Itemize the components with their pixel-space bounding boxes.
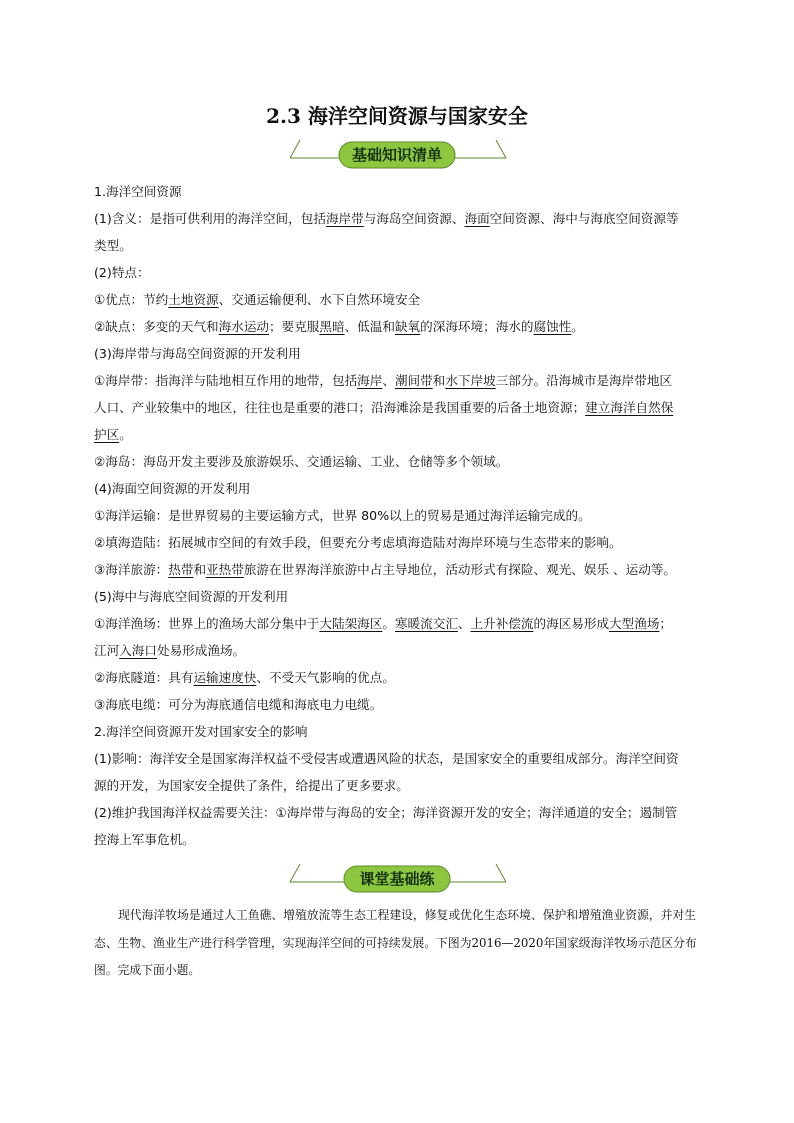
text: 的深海环境；海水的 (420, 319, 534, 334)
text: ；要克服 (269, 319, 320, 334)
text: 和 (193, 562, 207, 577)
sub-heading (94, 259, 720, 286)
key-term: 寒暖流交汇 (394, 616, 458, 631)
key-term: 潮间带 (394, 373, 433, 388)
text: 。 (382, 616, 395, 631)
text: ①优点：节约 (94, 292, 169, 307)
paragraph (94, 637, 720, 664)
paragraph (94, 799, 720, 826)
paragraph (94, 556, 720, 583)
key-term: 建立海洋自然保 (585, 400, 674, 415)
text: (1)含义：是指可供利用的海洋空间，包括 (94, 211, 326, 226)
knowledge-banner-label: 基础知识清单 (351, 146, 442, 164)
text: (2)维护我国海洋权益需要关注：①海岸带与海岛的安全；海洋资源开发的安全；海洋通道的安全；遏制管 (94, 805, 678, 820)
text: 控海上军事危机。 (94, 832, 195, 847)
text: 旅游在世界海洋旅游中占主导地位，活动形式有探险、观光、娱乐 、运动等。 (243, 562, 677, 577)
paragraph (94, 664, 720, 691)
text: 空间资源、海中与海底空间资源等 (489, 211, 679, 226)
text: ③海底电缆：可分为海底通信电缆和海底电力电缆。 (94, 697, 383, 712)
text: 、 (457, 616, 471, 631)
text: 江河 (94, 643, 120, 658)
sub-heading (94, 475, 720, 502)
paragraph (94, 745, 720, 772)
paragraph (94, 691, 720, 718)
text: ①海洋渔场：世界上的渔场大部分集中于 (94, 616, 320, 631)
text: 处易形成渔场。 (156, 643, 246, 658)
text: (3)海岸带与海岛空间资源的开发利用 (94, 346, 301, 361)
key-term: 亚热带 (206, 562, 244, 577)
text: 、 (382, 373, 395, 388)
text: (5)海中与海底空间资源的开发利用 (94, 589, 289, 604)
key-term: 黑暗 (319, 319, 345, 334)
text: (2)特点： (94, 265, 150, 280)
paragraph (94, 367, 720, 394)
text: ②填海造陆：拓展城市空间的有效手段，但要充分考虑填海造陆对海岸环境与生态带来的影响。 (94, 535, 622, 550)
text: 与海岛空间资源、 (363, 211, 465, 226)
text: (4)海面空间资源的开发利用 (94, 481, 251, 496)
paragraph (94, 448, 720, 475)
key-term: 海岸带 (325, 211, 364, 226)
key-term: 缺氧 (394, 319, 421, 334)
sub-heading (94, 583, 720, 610)
key-term: 海岸 (357, 373, 383, 388)
text: 源的开发，为国家安全提供了条件，给提出了更多要求。 (94, 778, 409, 793)
key-term: 腐蚀性 (533, 319, 572, 334)
key-term: 护区 (94, 427, 120, 442)
key-term: 运输速度快 (193, 670, 257, 685)
text: ②缺点：多变的天气和 (94, 319, 219, 334)
exercise-passage (94, 902, 712, 985)
text: ； (659, 616, 673, 631)
text: 和 (432, 373, 446, 388)
text: 2.海洋空间资源开发对国家安全的影响 (94, 724, 308, 739)
paragraph (94, 502, 720, 529)
text: 人口、产业较集中的地区，往往也是重要的港口；沿海滩涂是我国重要的后备土地资源； (94, 400, 586, 415)
text: 。 (119, 427, 132, 442)
text: ①海洋运输：是世界贸易的主要运输方式，世界 80%以上的贸易是通过海洋运输完成的。 (94, 508, 591, 523)
page-title: 2.3 海洋空间资源与国家安全 (266, 104, 528, 128)
paragraph (94, 313, 720, 340)
paragraph (94, 232, 720, 259)
text: 1.海洋空间资源 (94, 184, 182, 199)
paragraph (94, 394, 720, 421)
knowledge-banner (0, 138, 794, 172)
key-term: 热带 (168, 562, 194, 577)
knowledge-content (94, 178, 720, 853)
text: 三部分。沿海城市是海岸带地区 (495, 373, 673, 388)
paragraph (94, 421, 720, 448)
text: 。 (571, 319, 584, 334)
text: 、交通运输便利、水下自然环境安全 (218, 292, 421, 307)
key-term: 海面 (464, 211, 490, 226)
paragraph (94, 529, 720, 556)
exercise-text: 现代海洋牧场是通过人工鱼礁、增殖放流等生态工程建设，修复或优化生态环境、保护和增殖渔业资源，并对生态、生物、渔业生产进行科学管理，实现海洋空间的可持续发展。下图为2016—2020年国家级海洋牧场示范区分布图。完成下面小题。 (94, 908, 697, 977)
text: ②海底隧道：具有 (94, 670, 194, 685)
practice-banner (0, 862, 794, 896)
section-heading (94, 178, 720, 205)
text: 类型。 (94, 238, 132, 253)
paragraph (94, 772, 720, 799)
paragraph (94, 205, 720, 232)
text: ②海岛：海岛开发主要涉及旅游娱乐、交通运输、工业、仓储等多个领域。 (94, 454, 509, 469)
key-term: 大型渔场 (609, 616, 660, 631)
text: ③海洋旅游： (94, 562, 169, 577)
paragraph (94, 610, 720, 637)
practice-banner-label: 课堂基础练 (359, 870, 435, 888)
key-term: 水下岸坡 (445, 373, 496, 388)
text: (1)影响：海洋安全是国家海洋权益不受侵害或遭遇风险的状态，是国家安全的重要组成部分。海洋空间资 (94, 751, 679, 766)
key-term: 土地资源 (168, 292, 219, 307)
key-term: 入海口 (119, 643, 157, 658)
paragraph (94, 826, 720, 853)
key-term: 上升补偿流 (470, 616, 534, 631)
paragraph (94, 286, 720, 313)
text: 的海区易形成 (533, 616, 610, 631)
section-heading (94, 718, 720, 745)
text: ①海岸带：指海洋与陆地相互作用的地带，包括 (94, 373, 358, 388)
text: 、低温和 (344, 319, 395, 334)
key-term: 大陆架海区 (319, 616, 383, 631)
key-term: 海水运动 (218, 319, 270, 334)
sub-heading (94, 340, 720, 367)
text: 、不受天气影响的优点。 (256, 670, 395, 685)
